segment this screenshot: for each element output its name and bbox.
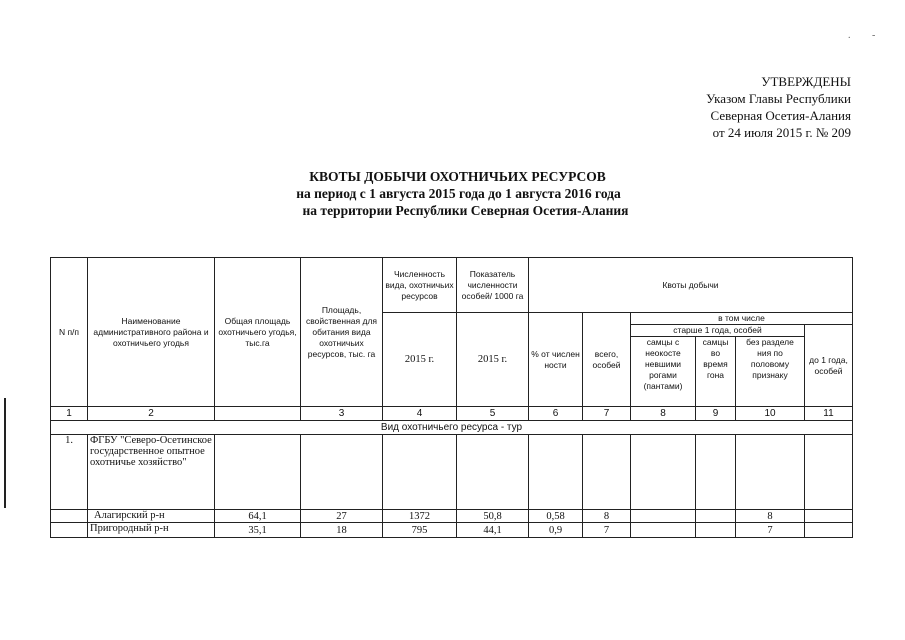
header-quotas: Квоты добычи — [529, 258, 853, 313]
corner-mark-right: - — [872, 30, 876, 41]
header-under-1: до 1 года, особей — [805, 325, 853, 407]
corner-mark-left: . — [848, 30, 851, 41]
col-num-11: 11 — [805, 407, 853, 421]
header-males-antlers: самцы с неокосте невшими рогами (пантами) — [631, 337, 696, 407]
title-line-3: на территории Республики Северная Осетия-Алания — [302, 203, 629, 218]
header-total: всего, особей — [583, 313, 631, 407]
row-2-total-area: 35,1 — [215, 523, 301, 538]
row-1-habitat: 27 — [301, 510, 383, 523]
row-2-name: Пригородный р-н — [88, 523, 215, 538]
header-number: N п/п — [51, 258, 88, 407]
row-1-density: 50,8 — [457, 510, 529, 523]
col-num-10: 10 — [736, 407, 805, 421]
approval-decree: Указом Главы Республики — [706, 91, 851, 106]
table-row — [51, 510, 853, 523]
org-row — [51, 435, 853, 510]
org-name: ФГБУ "Северо-Осетинское государственное опытное охотничье хозяйство" — [88, 435, 215, 510]
approval-date-number: от 24 июля 2015 г. № 209 — [712, 125, 851, 140]
header-habitat-area: Площадь, свойственная для обитания вида охотничьих ресурсов, тыс. га — [301, 258, 383, 407]
row-1-nosex: 8 — [736, 510, 805, 523]
document-title — [0, 168, 905, 219]
header-density-year: 2015 г. — [457, 313, 529, 407]
title-line-2: на период с 1 августа 2015 года до 1 августа 2016 года — [296, 186, 621, 201]
section-header: Вид охотничьего ресурса - тур — [51, 421, 853, 435]
row-2-rut — [696, 523, 736, 538]
row-1-name: Алагирский р-н — [88, 510, 215, 523]
col-num-7: 7 — [583, 407, 631, 421]
row-1-under1 — [805, 510, 853, 523]
row-1-population: 1372 — [383, 510, 457, 523]
header-total-area: Общая площадь охотничьего угодья, тыс.га — [215, 258, 301, 407]
header-population: Численность вида, охотничьих ресурсов — [383, 258, 457, 313]
header-name: Наименование административного района и охотничьего угодья — [88, 258, 215, 407]
col-num-2: 2 — [88, 407, 215, 421]
header-density: Показатель численности особей/ 1000 га — [457, 258, 529, 313]
col-num-5: 5 — [457, 407, 529, 421]
col-num-8: 8 — [631, 407, 696, 421]
header-percent: % от числен ности — [529, 313, 583, 407]
org-number: 1. — [51, 435, 88, 510]
header-population-year: 2015 г. — [383, 313, 457, 407]
row-1-antlers — [631, 510, 696, 523]
approval-block — [706, 73, 851, 141]
col-num-1: 1 — [51, 407, 88, 421]
col-num-6: 6 — [529, 407, 583, 421]
col-num-4: 4 — [383, 407, 457, 421]
row-2-under1 — [805, 523, 853, 538]
col-num-9: 9 — [696, 407, 736, 421]
approval-heading: УТВЕРЖДЕНЫ — [761, 74, 851, 89]
row-2-percent: 0,9 — [529, 523, 583, 538]
column-numbers-row — [51, 407, 853, 421]
row-2-total: 7 — [583, 523, 631, 538]
row-2-nosex: 7 — [736, 523, 805, 538]
header-males-rut: самцы во время гона — [696, 337, 736, 407]
title-line-1: КВОТЫ ДОБЫЧИ ОХОТНИЧЬИХ РЕСУРСОВ — [309, 169, 606, 184]
approval-republic: Северная Осетия-Алания — [710, 108, 851, 123]
header-older-than-1: старше 1 года, особей — [631, 325, 805, 337]
row-2-population: 795 — [383, 523, 457, 538]
row-2-habitat: 18 — [301, 523, 383, 538]
row-2-antlers — [631, 523, 696, 538]
margin-line — [4, 398, 6, 508]
header-including: в том числе — [631, 313, 853, 325]
row-1-total: 8 — [583, 510, 631, 523]
row-1-rut — [696, 510, 736, 523]
quota-table — [50, 257, 853, 538]
col-num-3: 3 — [301, 407, 383, 421]
row-1-percent: 0,58 — [529, 510, 583, 523]
row-1-total-area: 64,1 — [215, 510, 301, 523]
col-num-blank — [215, 407, 301, 421]
header-no-sex: без разделе ния по половому признаку — [736, 337, 805, 407]
row-2-density: 44,1 — [457, 523, 529, 538]
table-row — [51, 523, 853, 538]
